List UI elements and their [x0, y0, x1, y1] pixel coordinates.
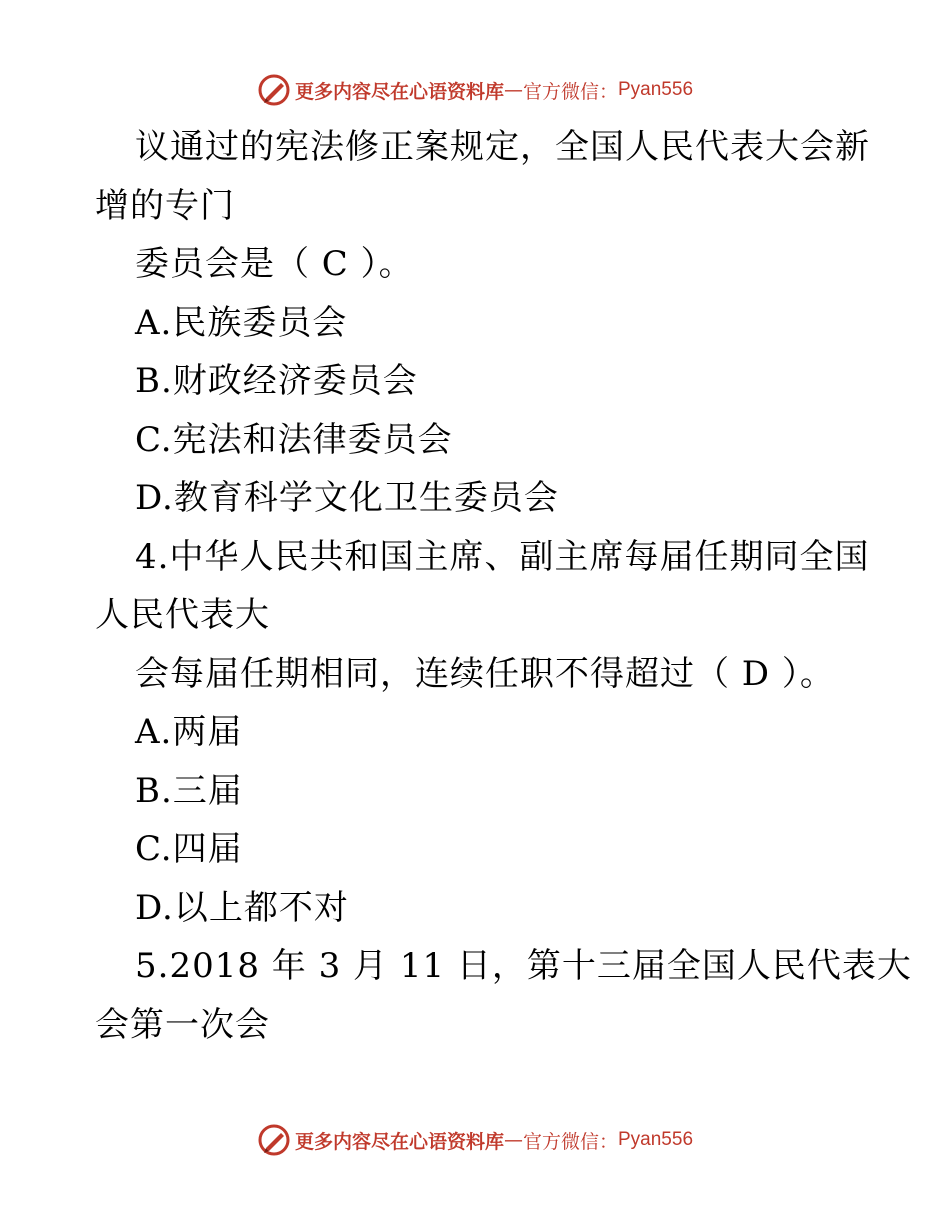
footer-watermark — [0, 1120, 950, 1160]
question-5: 5.2018 年 3 月 11 日，第十三届全国人民代表大 — [135, 946, 912, 986]
option-b: B.财政经济委员会 — [135, 361, 418, 401]
watermark-separator: — — [503, 1129, 523, 1151]
header-watermark — [0, 70, 950, 110]
watermark-id: Pyan556 — [618, 1129, 694, 1150]
red-pen-logo-icon — [257, 1123, 291, 1157]
option-d: D.以上都不对 — [135, 887, 349, 928]
option-c: C.宪法和法律委员会 — [135, 419, 453, 460]
question-stem: 委员会是（ C ）。 — [135, 244, 414, 284]
watermark-brand: 更多内容尽在心语资料库 — [294, 1130, 504, 1153]
question-4: 4.中华人民共和国主席、副主席每届任期同全国 — [135, 536, 870, 577]
watermark-separator: — — [503, 79, 523, 101]
watermark-id: Pyan556 — [618, 79, 694, 100]
document-body — [95, 118, 912, 1054]
watermark-brand: 更多内容尽在心语资料库 — [294, 80, 504, 103]
option-a: A.民族委员会 — [135, 302, 348, 343]
text-line: 人民代表大 — [95, 595, 270, 635]
text-line: 议通过的宪法修正案规定，全国人民代表大会新 — [135, 127, 870, 167]
text-line: 增的专门 — [95, 185, 235, 226]
watermark-label: 官方微信： — [522, 80, 618, 103]
question-stem: 会每届任期相同，连续任职不得超过（ D ）。 — [135, 653, 835, 694]
option-a: A.两届 — [135, 712, 243, 752]
option-d: D.教育科学文化卫生委员会 — [135, 478, 559, 518]
watermark-label: 官方微信： — [522, 1130, 618, 1153]
option-c: C.四届 — [135, 829, 243, 869]
text-line: 会第一次会 — [95, 1004, 270, 1045]
option-b: B.三届 — [135, 770, 243, 811]
red-pen-logo-icon — [257, 73, 291, 107]
